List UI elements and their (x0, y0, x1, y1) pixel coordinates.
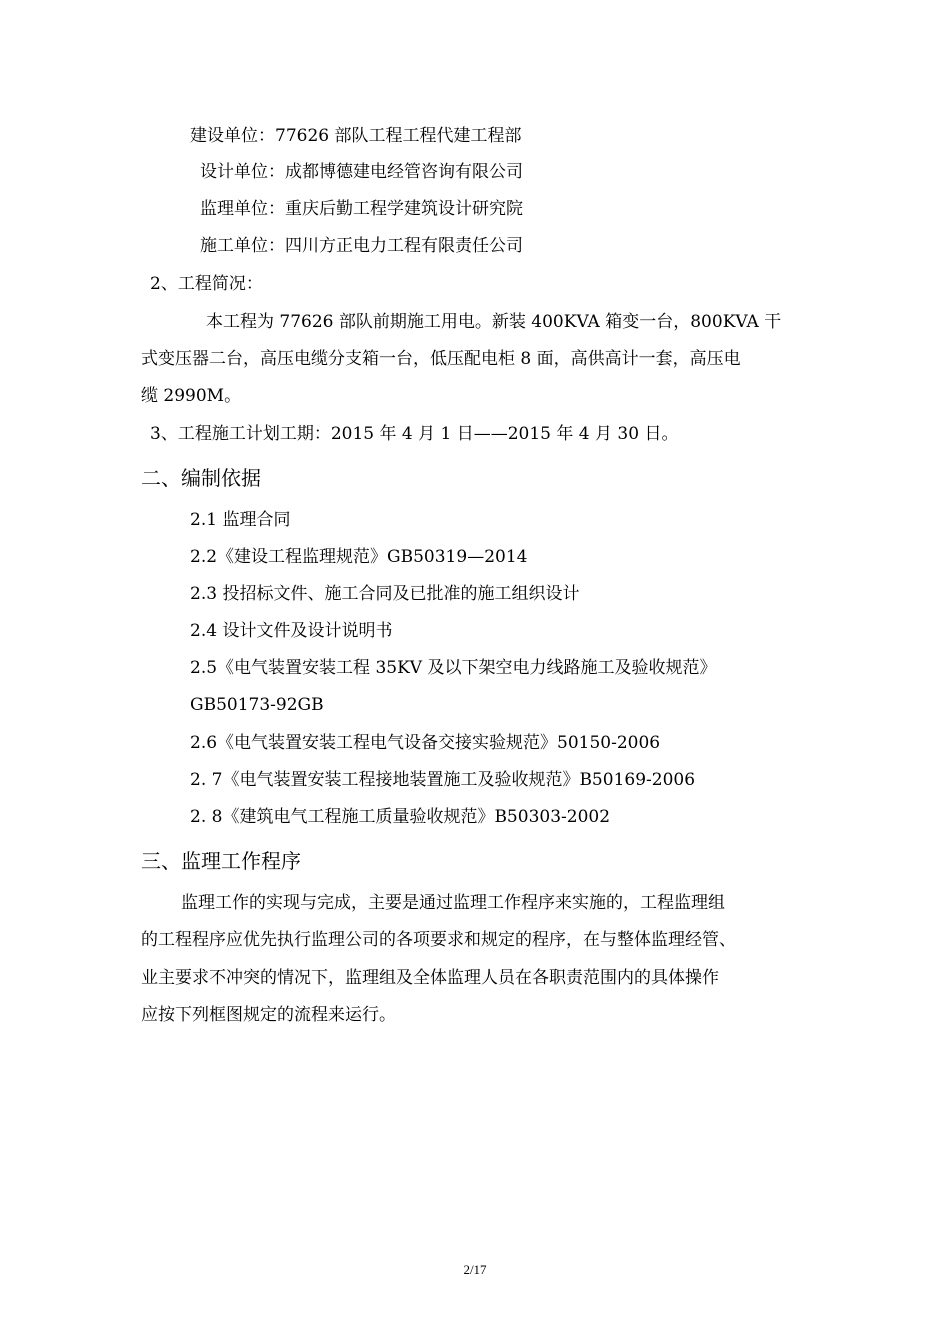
basis-item-3: 2.3 投招标文件、施工合同及已批准的施工组织设计 (190, 584, 580, 604)
overview-heading: 2、工程简况： (150, 274, 263, 294)
page-number: 2/17 (463, 1262, 487, 1277)
basis-item-5-code: GB50173-92GB (190, 695, 324, 715)
basis-item-1: 2.1 监理合同 (190, 510, 291, 530)
basis-item-2: 2.2《建设工程监理规范》GB50319—2014 (190, 547, 528, 567)
schedule-line: 3、工程施工计划工期：2015 年 4 月 1 日——2015 年 4 月 30 日。 (150, 424, 679, 444)
basis-item-5: 2.5《电气装置安装工程 35KV 及以下架空电力线路施工及验收规范》 (190, 658, 717, 678)
builder-unit-line: 施工单位：四川方正电力工程有限责任公司 (200, 236, 523, 256)
procedure-line-3: 业主要求不冲突的情况下，监理组及全体监理人员在各职责范围内的具体操作 (141, 968, 719, 988)
procedure-heading: 三、监理工作程序 (141, 849, 301, 873)
basis-item-4: 2.4 设计文件及设计说明书 (190, 621, 393, 641)
design-unit-line: 设计单位：成都博德建电经管咨询有限公司 (200, 162, 523, 182)
supervision-unit-line: 监理单位：重庆后勤工程学建筑设计研究院 (200, 199, 523, 219)
procedure-line-2: 的工程程序应优先执行监理公司的各项要求和规定的程序，在与整体监理经管、 (141, 930, 736, 950)
overview-line-2: 式变压器二台，高压电缆分支箱一台，低压配电柜 8 面，高供高计一套，高压电 (141, 349, 741, 369)
overview-line-3: 缆 2990M。 (141, 386, 242, 406)
basis-item-7: 2. 7《电气装置安装工程接地装置施工及验收规范》B50169-2006 (190, 770, 696, 790)
basis-heading: 二、编制依据 (141, 466, 261, 490)
overview-line-1: 本工程为 77626 部队前期施工用电。新装 400KVA 箱变一台，800KVA 干 (206, 312, 782, 332)
construction-unit-line: 建设单位：77626 部队工程工程代建工程部 (190, 126, 522, 146)
basis-item-8: 2. 8《建筑电气工程施工质量验收规范》B50303-2002 (190, 807, 611, 827)
basis-item-6: 2.6《电气装置安装工程电气设备交接实验规范》50150-2006 (190, 733, 661, 753)
procedure-line-1: 监理工作的实现与完成，主要是通过监理工作程序来实施的，工程监理组 (181, 893, 725, 913)
procedure-line-4: 应按下列框图规定的流程来运行。 (141, 1005, 396, 1025)
